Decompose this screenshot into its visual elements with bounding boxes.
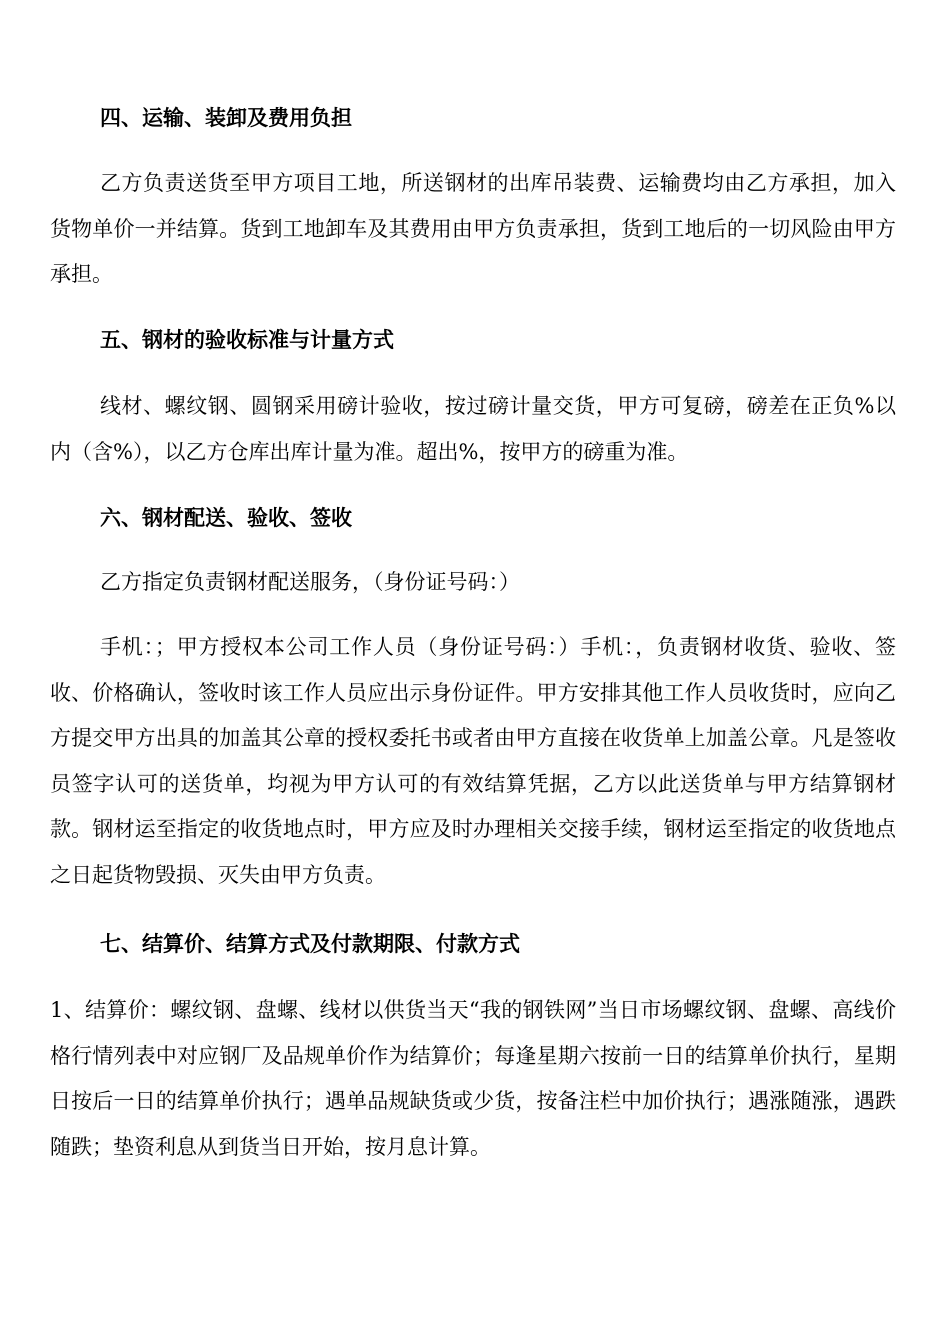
section-heading-transport: 四、运输、装卸及费用负担 [100, 106, 352, 130]
paragraph-delivery-signoff: 手机：；甲方授权本公司工作人员（身份证号码：）手机：，负责钢材收货、验收、签收、价格确认，签收时该工作人员应出示身份证件。甲方安排其他工作人员收货时，应向乙方提交甲方出具的加盖其公章的授权委托书或者由甲方直接在收货单上加盖公章。凡是签收员签字认可的送货单，均视为甲方认可的有效结算凭据，乙方以此送货单与甲方结算钢材款。钢材运至指定的收货地点时，甲方应及时办理相关交接手续，钢材运至指定的收货地点之日起货物毁损、灭失由甲方负责。 [50, 635, 896, 887]
section-heading-inspection: 五、钢材的验收标准与计量方式 [100, 328, 394, 352]
paragraph-delivery-contact: 乙方指定负责钢材配送服务，（身份证号码：） [100, 570, 520, 594]
section-heading-delivery: 六、钢材配送、验收、签收 [100, 506, 352, 530]
paragraph-transport: 乙方负责送货至甲方项目工地，所送钢材的出库吊装费、运输费均由乙方承担，加入货物单价一并结算。货到工地卸车及其费用由甲方负责承担，货到工地后的一切风险由甲方承担。 [50, 171, 896, 286]
paragraph-inspection: 线材、螺纹钢、圆钢采用磅计验收，按过磅计量交货，甲方可复磅，磅差在正负%以内（含%），以乙方仓库出库计量为准。超出%，按甲方的磅重为准。 [50, 394, 896, 464]
section-heading-settlement: 七、结算价、结算方式及付款期限、付款方式 [100, 932, 520, 956]
paragraph-settlement-price: 1、结算价：螺纹钢、盘螺、线材以供货当天“我的钢铁网”当日市场螺纹钢、盘螺、高线价格行情列表中对应钢厂及品规单价作为结算价；每逢星期六按前一日的结算单价执行，星期日按后一日的结算单价执行；遇单品规缺货或少货，按备注栏中加价执行；遇涨随涨，遇跌随跌；垫资利息从到货当日开始，按月息计算。 [50, 998, 896, 1159]
